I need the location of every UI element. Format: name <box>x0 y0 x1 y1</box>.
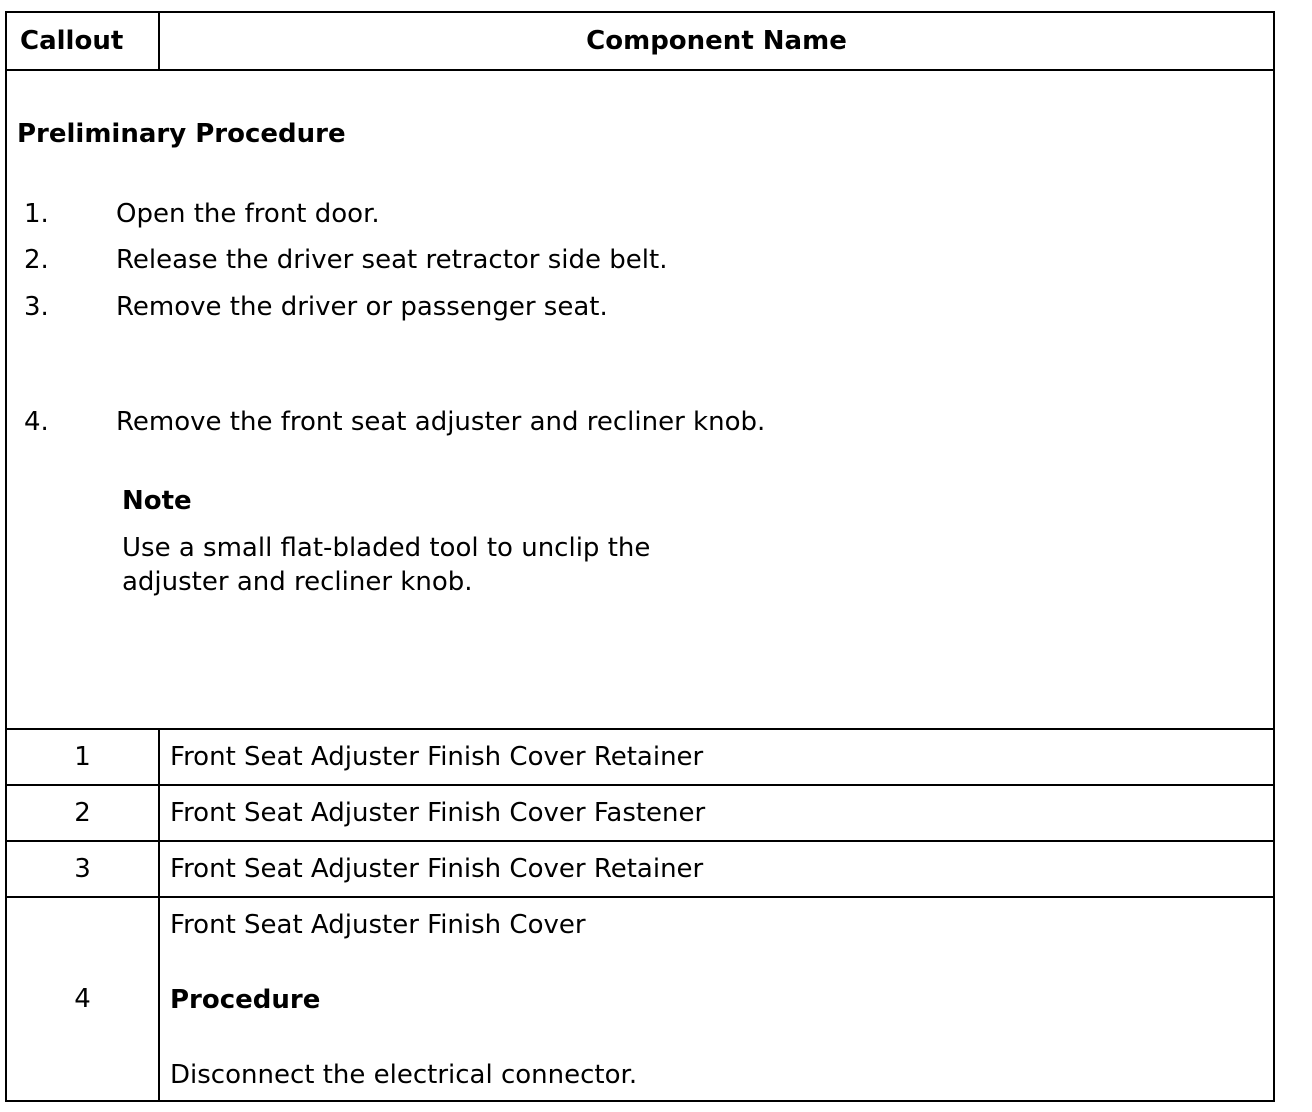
procedure-text: Disconnect the electrical connector. <box>170 1060 638 1090</box>
preliminary-title: Preliminary Procedure <box>17 119 346 149</box>
note-title: Note <box>122 486 192 516</box>
step-number: 2. <box>24 245 49 275</box>
callout-number: 4 <box>74 984 91 1014</box>
table-row <box>7 842 1273 898</box>
step-text: Remove the driver or passenger seat. <box>116 292 608 322</box>
component-name: Front Seat Adjuster Finish Cover Retainer <box>170 742 704 772</box>
step-number: 1. <box>24 199 49 229</box>
note-line: Use a small flat-bladed tool to unclip the <box>122 533 651 563</box>
step-number: 3. <box>24 292 49 322</box>
procedure-title: Procedure <box>170 985 321 1015</box>
table-row <box>7 730 1273 786</box>
component-name: Front Seat Adjuster Finish Cover Fastener <box>170 798 706 828</box>
note-line: adjuster and recliner knob. <box>122 567 473 597</box>
step-text: Open the front door. <box>116 199 380 229</box>
step-text: Remove the front seat adjuster and recliner knob. <box>116 407 766 437</box>
step-text: Release the driver seat retractor side belt. <box>116 245 668 275</box>
callout-number: 3 <box>74 854 91 884</box>
header-component-name: Component Name <box>586 26 847 56</box>
table-row <box>7 786 1273 842</box>
table-row <box>7 898 1273 1100</box>
preliminary-procedure-block <box>7 71 1273 730</box>
header-callout: Callout <box>20 26 124 56</box>
component-name: Front Seat Adjuster Finish Cover <box>170 910 586 940</box>
step-number: 4. <box>24 407 49 437</box>
callout-number: 1 <box>74 742 91 772</box>
component-name: Front Seat Adjuster Finish Cover Retainer <box>170 854 704 884</box>
component-table <box>5 11 1275 1102</box>
callout-number: 2 <box>74 798 91 828</box>
table-header-row <box>7 13 1273 71</box>
